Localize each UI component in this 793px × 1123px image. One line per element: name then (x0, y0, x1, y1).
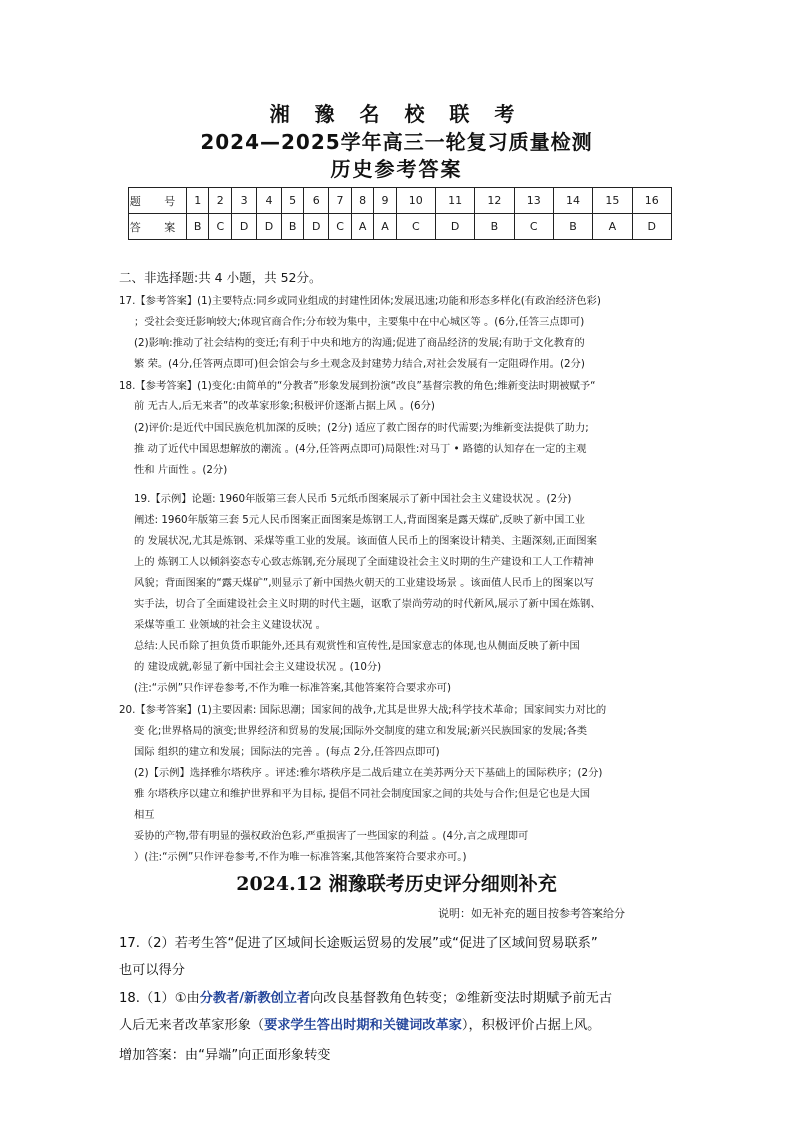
supplement-text: 向改良基督教角色转变；②维新变法时期赋予前无古 (310, 991, 613, 1006)
q17-answer-line: 17.【参考答案】(1)主要特点:同乡或同业组成的封建性团体;发展迅速;功能和形态多样化(有政治经济色彩) (119, 295, 601, 307)
question-number: 2 (209, 188, 232, 214)
q20-answer-line: 20.【参考答案】(1)主要因素: 国际思潮；国家间的战争,尤其是世界大战;科学技术革命；国家间实力对比的 (119, 704, 607, 716)
supplement-text: 18.（1）①由 (119, 991, 200, 1006)
question-number: 9 (374, 188, 396, 214)
q19-answer-line: 阐述: 1960年版第三套 5元人民币图案正面图案是炼钢工人,背面图案是露天煤矿,反映了新中国工业 (134, 514, 585, 526)
exam-name-title: 2024—2025学年高三一轮复习质量检测 (200, 130, 593, 154)
question-number: 6 (304, 188, 329, 214)
q19-answer-line: 采煤等重工 业领域的社会主义建设状况 。 (134, 619, 326, 631)
q17-answer-line: ；受社会变迁影响较大;体现官商合作;分布较为集中，主要集中在中心城区等 。(6分,任答三点即可) (134, 316, 585, 328)
question-number: 16 (632, 188, 671, 214)
answer-cell: B (187, 214, 209, 240)
q18-answer-line: (2)评价:是近代中国民族危机加深的反映；(2分) 适应了救亡图存的时代需要;为维新变法提供了助力; (134, 422, 589, 434)
answer-cell: D (232, 214, 257, 240)
answer-cell: C (514, 214, 553, 240)
answer-cell: A (374, 214, 396, 240)
question-number-row (129, 188, 672, 214)
question-number: 10 (396, 188, 435, 214)
supplement-text: 人后无来者改革家形象（ (119, 1018, 265, 1033)
question-number: 5 (281, 188, 303, 214)
q17-answer-line: (2)影响:推动了社会结构的变迁;有利于中央和地方的沟通;促进了商品经济的发展;有助于文化教育的 (134, 337, 585, 349)
answer-cell: B (281, 214, 303, 240)
answer-cell: D (435, 214, 474, 240)
question-number: 1 (187, 188, 209, 214)
answer-table (128, 187, 672, 240)
section-heading: 二、非选择题:共 4 小题，共 52分。 (119, 270, 322, 285)
supplement-q18-extra: 增加答案：由“异端”向正面形象转变 (119, 1048, 331, 1063)
highlight-keyword: 分教者/新教创立者 (199, 991, 311, 1006)
supplement-title: 2024.12 湘豫联考历史评分细则补充 (236, 873, 557, 895)
answer-cell: C (329, 214, 352, 240)
q18-answer-line: 前 无古人,后无来者”的改革家形象;积极评价逐渐占据上风 。(6分) (134, 400, 435, 412)
question-number: 7 (329, 188, 352, 214)
question-number: 11 (435, 188, 474, 214)
answer-key-title: 历史参考答案 (330, 157, 463, 181)
answer-row (129, 214, 672, 240)
q20-answer-line: 国际 组织的建立和发展；国际法的完善 。(每点 2分,任答四点即可) (134, 746, 440, 758)
q19-answer-line: 上的 炼钢工人以倾斜姿态专心致志炼钢,充分展现了全面建设社会主义时期的生产建设和工人工作精神 (134, 556, 594, 568)
q19-answer-line: 实手法，切合了全面建设社会主义时期的时代主题，讴歌了崇尚劳动的时代新风,展示了新中国在炼钢、 (134, 598, 601, 610)
q18-answer-line: 性和 片面性 。(2分) (134, 464, 228, 476)
q20-answer-line: 雅 尔塔秩序以建立和维护世界和平为目标, 提倡不同社会制度国家之间的共处与合作;但是它也是大国 (134, 788, 591, 800)
highlight-requirement: 要求学生答出时期和关键词改革家 (264, 1018, 462, 1033)
answer-cell: A (351, 214, 373, 240)
supplement-q18-line (119, 1014, 600, 1033)
q20-answer-line: (2)【示例】选择雅尔塔秩序 。评述:雅尔塔秩序是二战后建立在美苏两分天下基础上的国际秩序；(2分) (134, 767, 603, 779)
answer-cell: D (632, 214, 671, 240)
answer-cell: B (553, 214, 592, 240)
row-label-answer: 答 案 (129, 214, 187, 240)
answer-cell: D (304, 214, 329, 240)
q17-answer-line: 繁 荣。(4分,任答两点即可)但会馆会与乡土观念及封建势力结合,对社会发展有一定阻碍作用。(2分) (134, 358, 585, 370)
answer-cell: D (257, 214, 282, 240)
q18-answer-line: 推 动了近代中国思想解放的潮流 。(4分,任答两点即可)局限性:对马丁 • 路德的认知存在一定的主观 (134, 443, 587, 455)
q19-answer-line: (注:“示例”只作评卷参考,不作为唯一标准答案,其他答案符合要求亦可) (134, 682, 452, 694)
q20-answer-line: 相互 (134, 809, 155, 821)
q19-answer-line: 19.【示例】论题: 1960年版第三套人民币 5元纸币图案展示了新中国社会主义建设状况 。(2分) (134, 493, 572, 505)
supplement-q17-line: 也可以得分 (119, 963, 185, 978)
question-number: 3 (232, 188, 257, 214)
q20-answer-line: 妥协的产物,带有明显的强权政治色彩,严重损害了一些国家的利益 。(4分,言之成理即可 (134, 830, 529, 842)
exam-union-title: 湘 豫 名 校 联 考 (269, 102, 524, 126)
q19-answer-line: 风貌；背面图案的“露天煤矿”,则显示了新中国热火朝天的工业建设场景 。该面值人民币上的图案以写 (134, 577, 594, 589)
row-label-number: 题 号 (129, 188, 187, 214)
answer-cell: C (209, 214, 232, 240)
q20-answer-line: 变 化;世界格局的演变;世界经济和贸易的发展;国际外交制度的建立和发展;新兴民族国家的发展;各类 (134, 725, 588, 737)
q19-answer-line: 总结:人民币除了担负货币职能外,还具有观赏性和宣传性,是国家意志的体现,也从侧面反映了新中国 (134, 640, 580, 652)
q19-answer-line: 的 建设成就,彰显了新中国社会主义建设状况 。(10分) (134, 661, 382, 673)
answer-cell: C (396, 214, 435, 240)
supplement-note: 说明：如无补充的题目按参考答案给分 (438, 907, 625, 920)
q19-answer-line: 的 发展状况,尤其是炼钢、采煤等重工业的发展。该面值人民币上的图案设计精美、主题深刻,正面图案 (134, 535, 597, 547)
question-number: 4 (257, 188, 282, 214)
supplement-q17-line: 17.（2）若考生答“促进了区域间长途贩运贸易的发展”或“促进了区域间贸易联系” (119, 936, 598, 951)
supplement-q18-line (119, 987, 612, 1006)
q20-answer-line: ）(注:“示例”只作评卷参考,不作为唯一标准答案,其他答案符合要求亦可。) (134, 851, 467, 863)
answer-cell: B (475, 214, 514, 240)
question-number: 13 (514, 188, 553, 214)
answer-cell: A (593, 214, 632, 240)
question-number: 12 (475, 188, 514, 214)
supplement-text: ），积极评价占据上风。 (461, 1018, 601, 1033)
question-number: 8 (351, 188, 373, 214)
q18-answer-line: 18.【参考答案】(1)变化:由简单的“分教者”形象发展到扮演“改良”基督宗教的角色;维新变法时期被赋予“ (119, 380, 596, 392)
question-number: 15 (593, 188, 632, 214)
question-number: 14 (553, 188, 592, 214)
